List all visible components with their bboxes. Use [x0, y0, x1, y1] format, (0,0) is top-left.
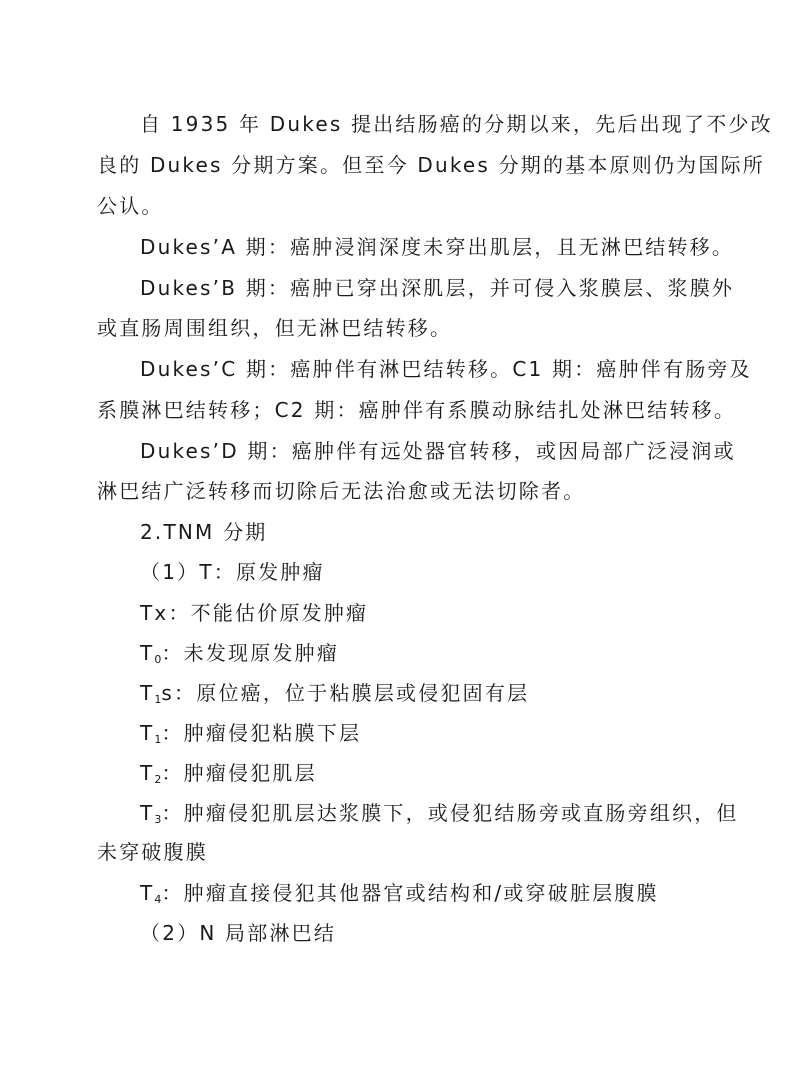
dukes-b-line-2: 或直肠周围组织，但无淋巴结转移。	[97, 316, 453, 340]
n-heading: （2）N 局部淋巴结	[140, 921, 337, 945]
t0-line	[140, 639, 339, 674]
t1s-subscript: 1	[154, 693, 162, 706]
dukes-d-line-2: 淋巴结广泛转移而切除后无法治愈或无法切除者。	[97, 479, 586, 503]
t2-text: ：肿瘤侵犯肌层	[161, 761, 317, 785]
t0-subscript: 0	[154, 653, 162, 666]
tx-line: Tx：不能估价原发肿瘤	[140, 601, 369, 625]
t1-text: ：肿瘤侵犯粘膜下层	[161, 721, 362, 745]
t1s-line	[140, 679, 529, 714]
t1s-text: s：原位癌，位于粘膜层或侵犯固有层	[161, 681, 530, 705]
t2-base: T	[140, 761, 155, 785]
t3-text: ：肿瘤侵犯肌层达浆膜下，或侵犯结肠旁或直肠旁组织，但	[161, 801, 739, 825]
dukes-b-line-1: Dukes’B 期：癌肿已穿出深肌层，并可侵入浆膜层、浆膜外	[140, 276, 735, 300]
intro-line-3: 公认。	[97, 194, 164, 218]
intro-line-1: 自 1935 年 Dukes 提出结肠癌的分期以来，先后出现了不少改	[140, 112, 773, 136]
t3-base: T	[140, 801, 155, 825]
t4-subscript: 4	[154, 893, 162, 906]
t-heading: （1）T：原发肿瘤	[140, 560, 325, 584]
t2-subscript: 2	[154, 773, 162, 786]
t1s-base: T	[140, 681, 155, 705]
t4-text: ：肿瘤直接侵犯其他器官或结构和/或穿破脏层腹膜	[161, 881, 659, 905]
t0-base: T	[140, 641, 155, 665]
dukes-c-line-2: 系膜淋巴结转移；C2 期：癌肿伴有系膜动脉结扎处淋巴结转移。	[97, 398, 737, 422]
t1-subscript: 1	[154, 733, 162, 746]
t4-line	[140, 879, 659, 914]
t0-text: ：未发现原发肿瘤	[161, 641, 340, 665]
t2-line	[140, 759, 317, 794]
dukes-a-line: Dukes’A 期：癌肿浸润深度未穿出肌层，且无淋巴结转移。	[140, 235, 735, 259]
dukes-d-line-1: Dukes’D 期：癌肿伴有远处器官转移，或因局部广泛浸润或	[140, 439, 736, 463]
t1-line	[140, 719, 361, 754]
t3-subscript: 3	[154, 813, 162, 826]
t3-line-1	[140, 799, 739, 834]
tnm-heading: 2.TNM 分期	[140, 520, 268, 544]
intro-line-2: 良的 Dukes 分期方案。但至今 Dukes 分期的基本原则仍为国际所	[97, 153, 765, 177]
t4-base: T	[140, 881, 155, 905]
t3-line-2: 未穿破腹膜	[97, 840, 208, 864]
dukes-c-line-1: Dukes’C 期：癌肿伴有淋巴结转移。C1 期：癌肿伴有肠旁及	[140, 357, 752, 381]
t1-base: T	[140, 721, 155, 745]
